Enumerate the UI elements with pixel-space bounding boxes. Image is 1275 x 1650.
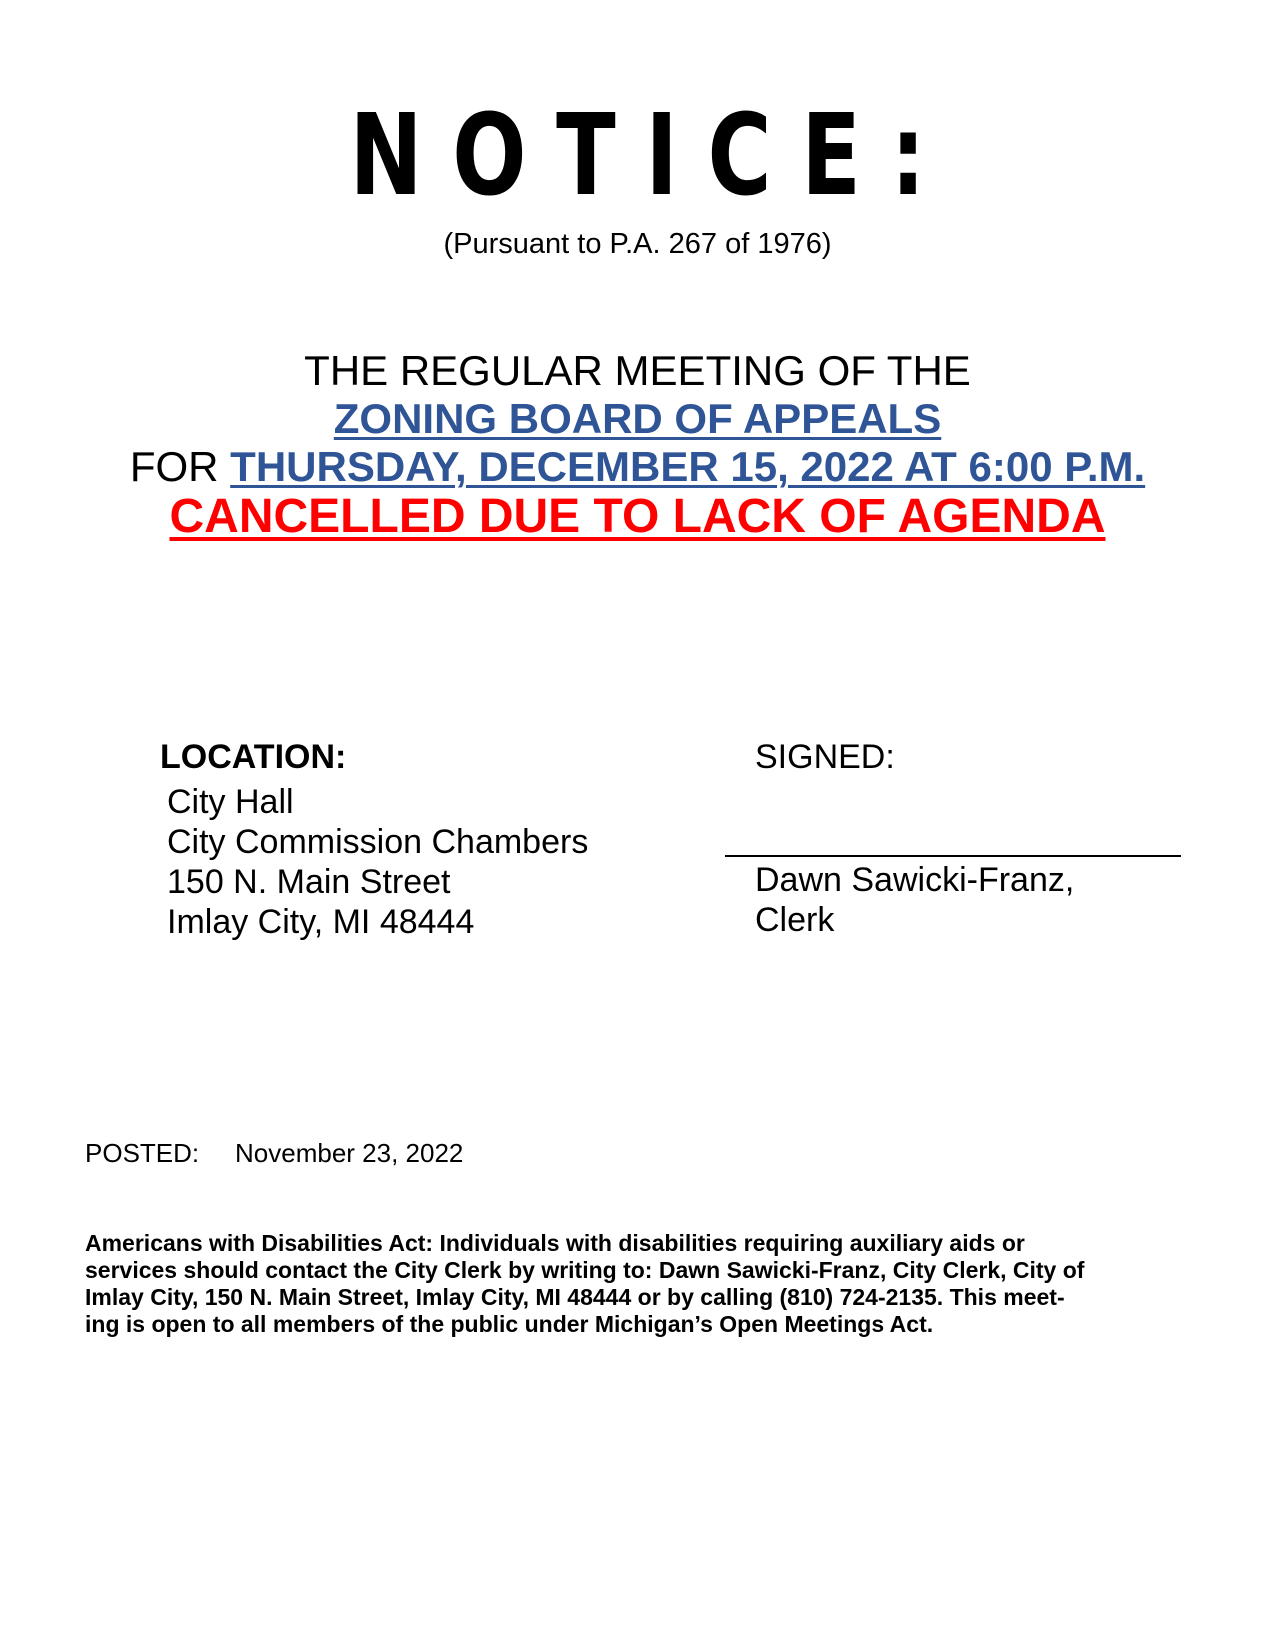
for-prefix: FOR	[129, 443, 231, 490]
location-line: 150 N. Main Street	[167, 863, 451, 901]
signed-label: SIGNED:	[755, 738, 895, 776]
ada-line: ing is open to all members of the public under Michigan’s Open Meetings Act.	[85, 1311, 934, 1337]
signature-line	[725, 855, 1181, 857]
ada-line: services should contact the City Clerk by writing to: Dawn Sawicki-Franz, City Clerk, City of	[85, 1257, 1085, 1283]
location-address	[167, 782, 588, 942]
location-label: LOCATION:	[160, 738, 347, 776]
posted-date-row	[85, 1140, 463, 1166]
posted-date: November 23, 2022	[235, 1138, 464, 1168]
meeting-announcement	[0, 347, 1275, 543]
ada-line: Americans with Disabilities Act: Individuals with disabilities requiring auxiliary aids or	[85, 1230, 1025, 1256]
board-name: ZONING BOARD OF APPEALS	[333, 395, 942, 442]
meeting-intro: THE REGULAR MEETING OF THE	[304, 347, 971, 394]
ada-line: Imlay City, 150 N. Main Street, Imlay City, MI 48444 or by calling (810) 724-2135. This meet-	[85, 1284, 1065, 1310]
meeting-board-line	[0, 395, 1275, 443]
location-line: City Hall	[167, 783, 294, 821]
signer-name: Dawn Sawicki-Franz,	[755, 861, 1075, 899]
notice-title: NOTICE:	[349, 91, 956, 221]
posted-label: POSTED:	[85, 1138, 200, 1168]
meeting-datetime: THURSDAY, DECEMBER 15, 2022 AT 6:00 P.M.	[230, 443, 1146, 490]
ada-notice	[85, 1230, 1185, 1338]
meeting-datetime-line	[0, 443, 1275, 491]
cancellation-status: CANCELLED DUE TO LACK OF AGENDA	[169, 490, 1106, 543]
signer	[755, 860, 1074, 940]
location-line: City Commission Chambers	[167, 823, 589, 861]
location-line: Imlay City, MI 48444	[167, 903, 475, 941]
statute-subtitle: (Pursuant to P.A. 267 of 1976)	[443, 228, 832, 260]
signer-title: Clerk	[755, 901, 835, 939]
